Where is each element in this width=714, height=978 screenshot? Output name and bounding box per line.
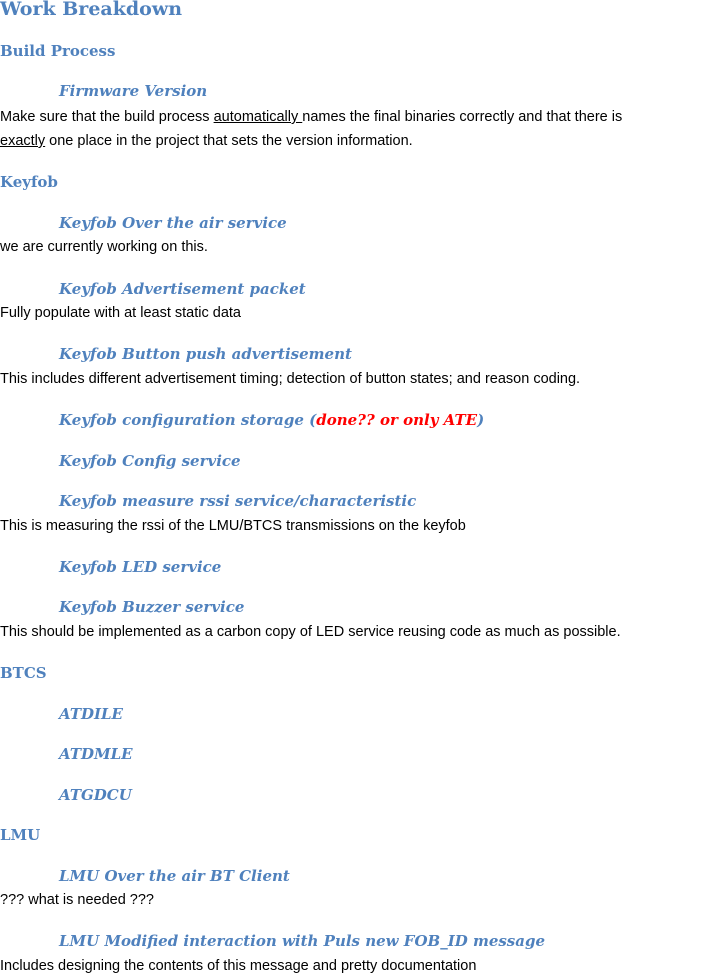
underlined-text: automatically	[213, 109, 303, 125]
heading-firmware-version: Firmware Version	[59, 82, 208, 100]
heading-keyfob-button-push: Keyfob Button push advertisement	[59, 345, 352, 363]
text-segment: one place in the project that sets the version information.	[45, 133, 413, 149]
heading-keyfob-buzzer: Keyfob Buzzer service	[59, 598, 245, 616]
keyfob-rssi-paragraph: This is measuring the rssi of the LMU/BTCS transmissions on the keyfob	[0, 518, 466, 534]
text-segment: )	[477, 411, 485, 429]
lmu-interaction-paragraph: Includes designing the contents of this message and pretty documentation	[0, 958, 477, 974]
firmware-paragraph-line-1	[0, 105, 714, 129]
document-title: Work Breakdown	[0, 0, 183, 20]
highlight-text: done?? or only ATE	[316, 411, 478, 429]
keyfob-buzzer-paragraph: This should be implemented as a carbon copy of LED service reusing code as much as possible.	[0, 624, 621, 640]
heading-btcs-atgdcu: ATGDCU	[59, 786, 132, 804]
underlined-text: exactly	[0, 133, 46, 149]
heading-btcs-atdile: ATDILE	[59, 705, 123, 723]
heading-keyfob-rssi: Keyfob measure rssi service/characteristic	[59, 492, 417, 510]
heading-lmu-ota: LMU Over the air BT Client	[59, 867, 290, 885]
heading-keyfob-led: Keyfob LED service	[59, 558, 222, 576]
heading-lmu-interaction: LMU Modified interaction with Puls new FOB_ID message	[59, 932, 545, 950]
text-segment: Make sure that the build process	[0, 109, 214, 125]
heading-keyfob-ota: Keyfob Over the air service	[59, 214, 287, 232]
heading-keyfob: Keyfob	[0, 173, 58, 191]
heading-build-process: Build Process	[0, 42, 116, 60]
text-segment: names the final binaries correctly and that there is	[302, 109, 623, 125]
keyfob-button-push-paragraph: This includes different advertisement timing; detection of button states; and reason coding.	[0, 371, 581, 387]
lmu-ota-paragraph: ??? what is needed ???	[0, 892, 154, 908]
heading-keyfob-advertisement: Keyfob Advertisement packet	[59, 280, 306, 298]
keyfob-advertisement-paragraph: Fully populate with at least static data	[0, 305, 241, 321]
heading-keyfob-config-service: Keyfob Config service	[59, 452, 241, 470]
heading-btcs: BTCS	[0, 664, 47, 682]
keyfob-ota-paragraph: we are currently working on this.	[0, 239, 208, 255]
heading-btcs-atdmle: ATDMLE	[59, 745, 133, 763]
heading-keyfob-config-storage	[59, 411, 484, 429]
firmware-paragraph-line-2	[0, 129, 714, 153]
text-segment: Keyfob configuration storage (	[59, 411, 317, 429]
heading-lmu: LMU	[0, 826, 41, 844]
